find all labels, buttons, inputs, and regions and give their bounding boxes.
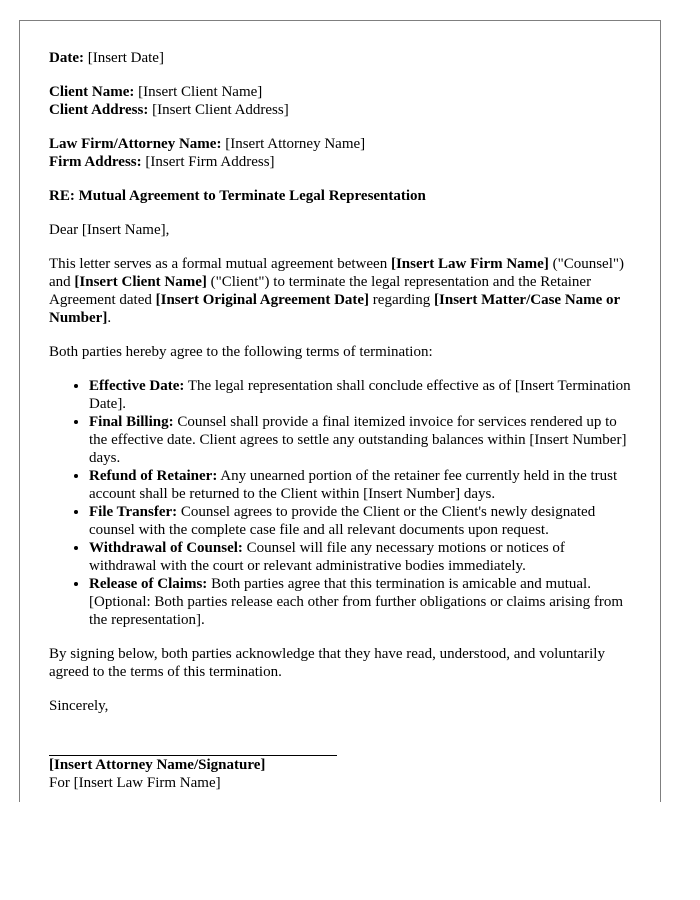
date-value: [Insert Date]	[83, 50, 164, 66]
letter-page	[19, 20, 661, 802]
term-item-effective-date	[89, 377, 631, 413]
sign-off: Sincerely,	[49, 698, 109, 714]
term-label: File Transfer:	[89, 504, 178, 520]
term-item-withdrawal-of-counsel	[89, 539, 631, 575]
terms-intro: Both parties hereby agree to the following terms of termination:	[49, 344, 433, 360]
salutation: Dear [Insert Name],	[49, 222, 170, 238]
client-address-line	[49, 101, 631, 119]
term-text: The legal representation shall conclude effective as of [Insert Termination Date].	[89, 378, 631, 412]
date-label: Date:	[49, 50, 84, 66]
intro-text-1: This letter serves as a formal mutual agreement between	[49, 256, 391, 272]
intro-matter: [Insert Matter/Case Name or Number]	[49, 292, 620, 326]
intro-agreement-date: [Insert Original Agreement Date]	[155, 292, 370, 308]
firm-address-value: [Insert Firm Address]	[141, 154, 275, 170]
intro-firm-name: [Insert Law Firm Name]	[390, 256, 549, 272]
term-label: Final Billing:	[89, 414, 174, 430]
term-item-refund-of-retainer	[89, 467, 631, 503]
term-label: Withdrawal of Counsel:	[89, 540, 243, 556]
subject-line	[49, 187, 631, 205]
term-label: Refund of Retainer:	[89, 468, 218, 484]
term-text: Both parties agree that this termination is amicable and mutual. [Optional: Both parties release each other from further obligations or claims arising from the representation].	[89, 576, 624, 628]
client-address-value: [Insert Client Address]	[148, 102, 289, 118]
firm-address-label: Firm Address:	[49, 154, 142, 170]
attorney-name-value: [Insert Attorney Name]	[221, 136, 366, 152]
term-label: Effective Date:	[89, 378, 185, 394]
client-address-label: Client Address:	[49, 102, 149, 118]
intro-client-name: [Insert Client Name]	[74, 274, 207, 290]
term-item-final-billing	[89, 413, 631, 467]
term-text: Counsel agrees to provide the Client or the Client's newly designated counsel with the complete case file and all relevant documents upon request.	[89, 504, 596, 538]
attorney-name-line	[49, 135, 631, 153]
intro-paragraph	[49, 255, 631, 327]
term-text: Counsel shall provide a final itemized invoice for services rendered up to the effective date. Client agrees to settle any outstanding balances within [Insert Number] days.	[89, 414, 627, 466]
intro-text-5: .	[107, 310, 112, 326]
term-item-file-transfer	[89, 503, 631, 539]
signature-name: [Insert Attorney Name/Signature]	[49, 757, 266, 773]
terms-list	[49, 377, 631, 629]
term-item-release-of-claims	[89, 575, 631, 629]
term-text: Counsel will file any necessary motions or notices of withdrawal with the court or relevant administrative bodies immediately.	[89, 540, 565, 574]
term-label: Release of Claims:	[89, 576, 208, 592]
term-text: Any unearned portion of the retainer fee currently held in the trust account shall be returned to the Client within [Insert Number] days.	[89, 468, 618, 502]
client-name-label: Client Name:	[49, 84, 135, 100]
client-name-value: [Insert Client Name]	[134, 84, 263, 100]
signature-firm: For [Insert Law Firm Name]	[49, 775, 221, 791]
client-name-line	[49, 83, 631, 101]
closing-paragraph: By signing below, both parties acknowledge that they have read, understood, and voluntarily agreed to the terms of this termination.	[49, 646, 605, 680]
signature-name-line	[49, 756, 631, 774]
attorney-name-label: Law Firm/Attorney Name:	[49, 136, 222, 152]
intro-text-4: regarding	[369, 292, 435, 308]
date-line	[49, 49, 631, 67]
intro-text-3: ("Client") to terminate the legal representation and the Retainer Agreement dated	[49, 274, 592, 308]
intro-text-2: ("Counsel") and	[49, 256, 624, 290]
firm-address-line	[49, 153, 631, 171]
subject-text: RE: Mutual Agreement to Terminate Legal Representation	[49, 188, 426, 204]
